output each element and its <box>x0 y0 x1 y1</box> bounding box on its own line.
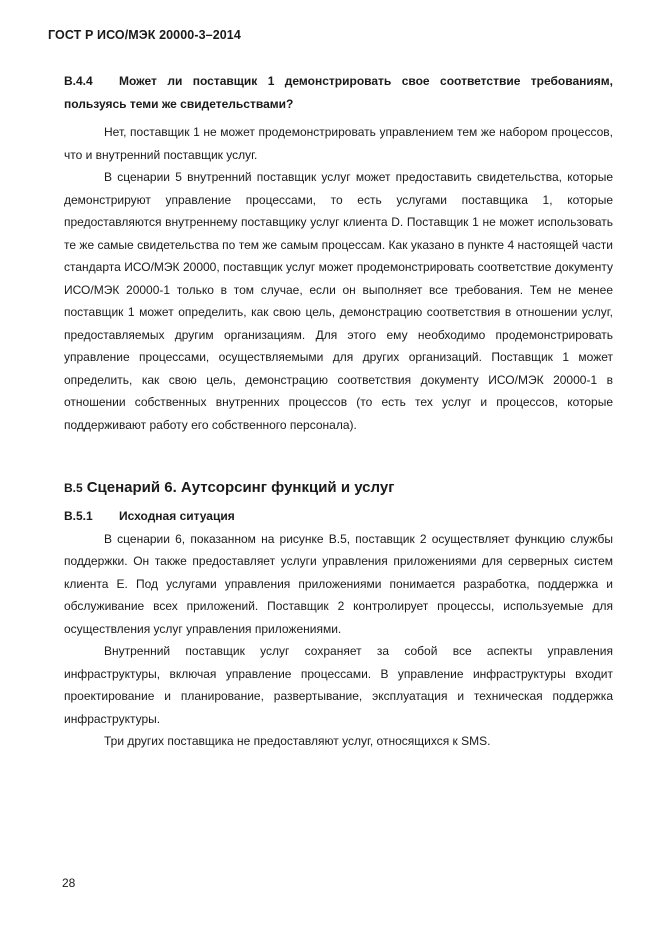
section-number: B.5 <box>64 481 83 495</box>
subsection-heading-b51 <box>64 505 613 528</box>
subsection-heading-b44 <box>64 70 613 115</box>
paragraph: В сценарии 5 внутренний поставщик услуг может предоставить свидетельства, которые демонстрируют управление процессами, то есть услугами поставщика 1, которые предоставляются внутреннему поставщику услуг клиента D. Поставщик 1 не может использовать те же самые свидетельства по тем же самым процессам. Как указано в пункте 4 настоящей части стандарта ИСО/МЭК 20000, поставщик услуг может продемонстрировать соответствие документу ИСО/МЭК 20000-1 только в том случае, если он выполняет все требования. Тем не менее поставщик 1 может определить, как свою цель, демонстрацию соответствия в отношении услуг, предоставляемых другим организациям. Для этого ему необходимо продемонстрировать управление процессами, осуществляемыми для других организаций. Поставщик 1 может определить, как свою цель, демонстрацию соответствия документу ИСО/МЭК 20000-1 в отношении собственных внутренних процессов (то есть тех услуг и процессов, которые поддерживают работу его собственного персонала). <box>64 170 613 432</box>
paragraph: Внутренний поставщик услуг сохраняет за собой все аспекты управления инфраструктуры, включая управление процессами. В управление инфраструктуры входит проектирование и планирование, развертывание, эксплуатация и техническая поддержка инфраструктуры. <box>64 644 613 726</box>
subsection-number: B.4.4 <box>64 74 93 88</box>
paragraph: В сценарии 6, показанном на рисунке B.5, поставщик 2 осуществляет функцию службы поддержки. Он также предоставляет услуги управления приложениями для серверных систем клиента E. Под услугами управления приложениями понимается разработка, поддержка и обслуживание всех приложений. Поставщик 2 контролирует процессы, используемые для осуществления услуг управления приложениями. <box>64 531 613 636</box>
section-title: Сценарий 6. Аутсорсинг функций и услуг <box>86 479 395 496</box>
subsection-number: B.5.1 <box>64 509 93 523</box>
document-header: ГОСТ Р ИСО/МЭК 20000-3–2014 <box>48 28 241 42</box>
subsection-title: Исходная ситуация <box>119 509 235 523</box>
section-heading-b5 <box>64 475 613 501</box>
paragraph: Три других поставщика не предоставляют услуг, относящихся к SMS. <box>104 734 491 748</box>
paragraph: Нет, поставщик 1 не может продемонстрировать управлением тем же набором процессов, что и внутренний поставщик услуг. <box>64 125 613 162</box>
subsection-title: Может ли поставщик 1 демонстрировать свое соответствие требованиям, пользуясь теми же свидетельствами? <box>64 74 613 111</box>
page-content <box>64 70 613 753</box>
page-number: 28 <box>62 876 76 890</box>
